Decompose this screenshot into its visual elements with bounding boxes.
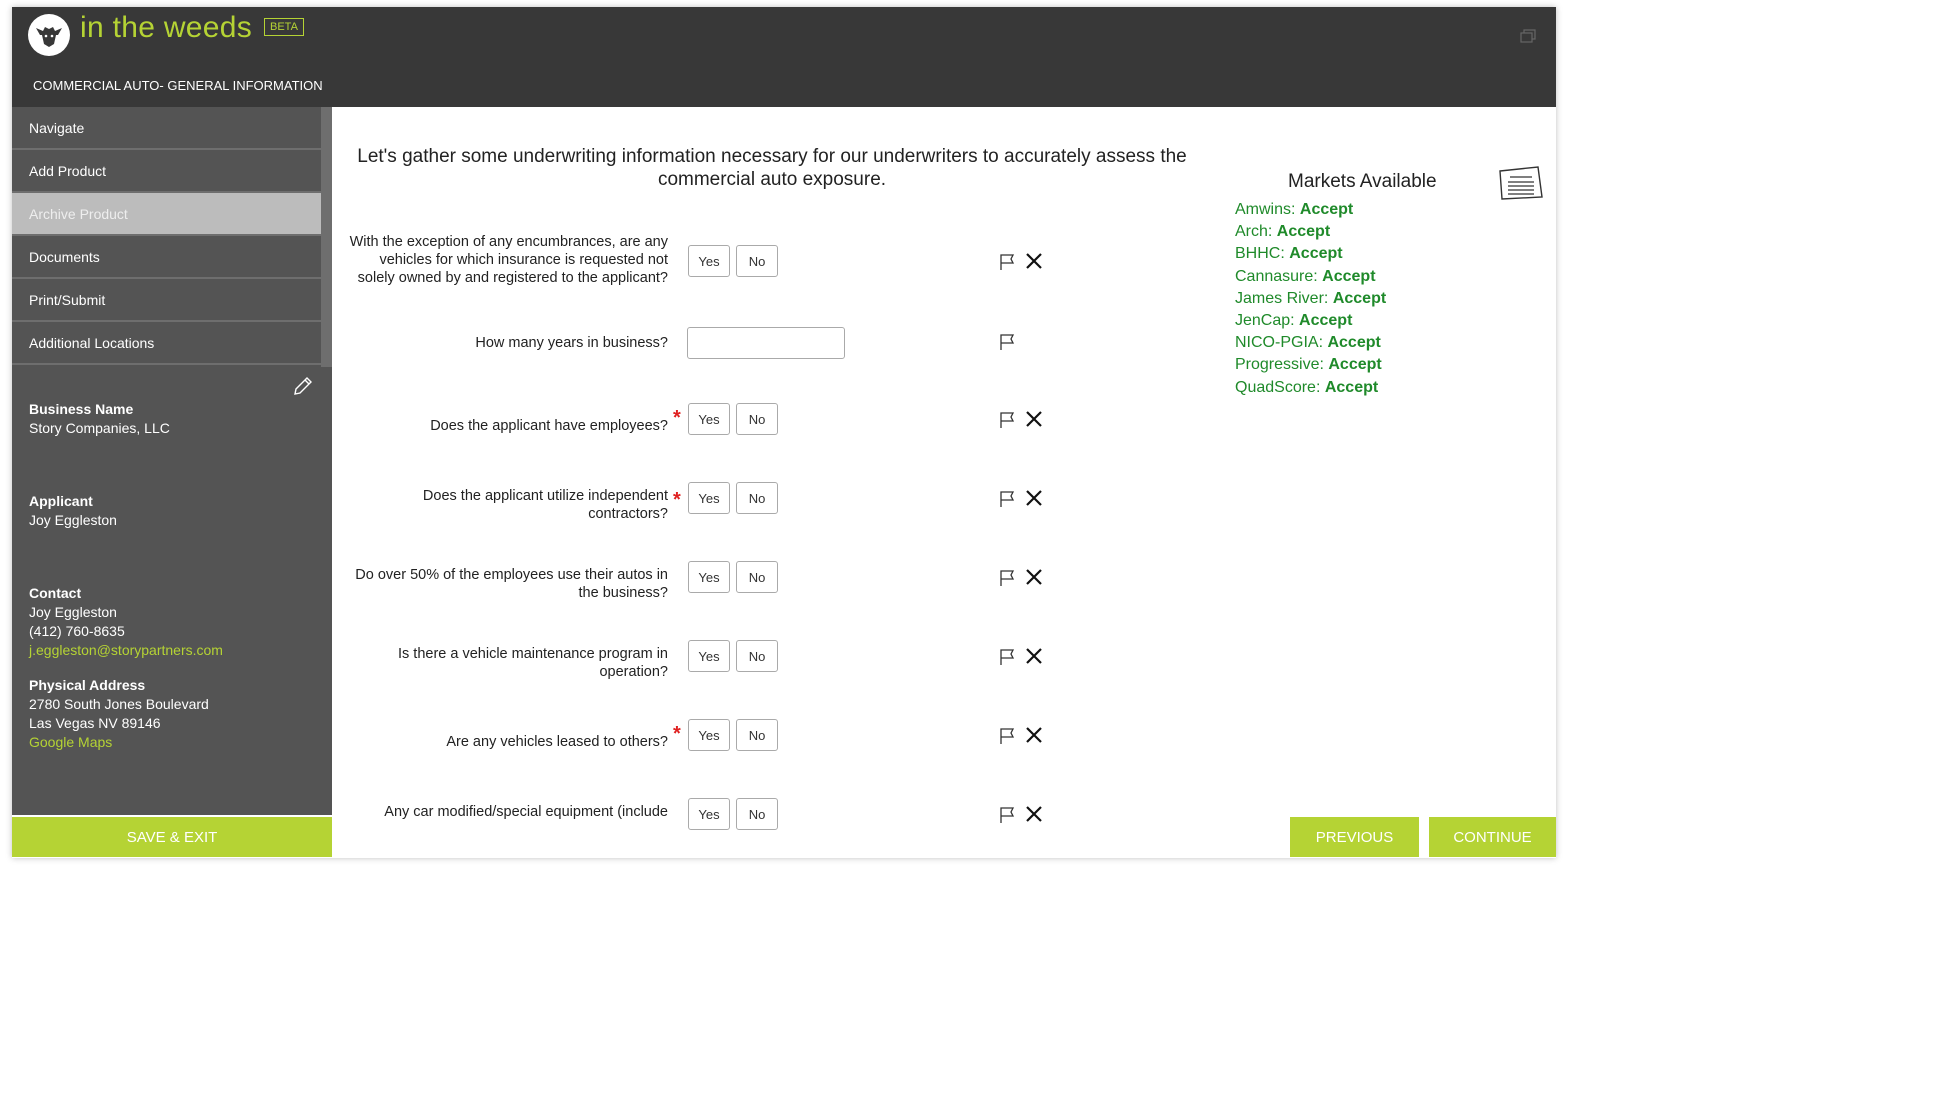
no-button[interactable]: No bbox=[736, 719, 778, 751]
market-item bbox=[1235, 332, 1386, 354]
intro-text: Let's gather some underwriting information necessary for our underwriters to accurately assess the commercial auto exposure. bbox=[357, 146, 1187, 190]
market-status: Accept bbox=[1276, 223, 1331, 241]
nav-item-add-product[interactable]: Add Product bbox=[12, 150, 321, 193]
flag-icon[interactable] bbox=[998, 490, 1016, 508]
contact-name: Joy Eggleston bbox=[29, 604, 117, 620]
sidebar bbox=[12, 107, 332, 815]
market-name: James River: bbox=[1235, 289, 1329, 307]
restore-window-icon[interactable] bbox=[1520, 29, 1536, 43]
yes-button[interactable]: Yes bbox=[688, 798, 730, 830]
flag-icon[interactable] bbox=[998, 253, 1016, 271]
market-status: Accept bbox=[1289, 245, 1343, 263]
flag-icon[interactable] bbox=[998, 333, 1016, 351]
flag-icon[interactable] bbox=[998, 569, 1016, 587]
market-name: BHHC: bbox=[1235, 245, 1285, 263]
market-status: Accept bbox=[1327, 334, 1381, 352]
question-text: Do over 50% of the employees use their autos in the business? bbox=[355, 567, 668, 601]
close-icon[interactable] bbox=[1025, 489, 1043, 507]
contact-label: Contact bbox=[29, 585, 82, 601]
nav-item-navigate[interactable]: Navigate bbox=[12, 107, 321, 150]
market-item bbox=[1235, 310, 1386, 332]
no-button[interactable]: No bbox=[736, 482, 778, 514]
close-icon[interactable] bbox=[1025, 726, 1043, 744]
question-text: Does the applicant have employees? bbox=[430, 418, 668, 434]
question-text: Does the applicant utilize independent contractors? bbox=[422, 488, 668, 522]
market-item bbox=[1235, 354, 1386, 376]
question-text: With the exception of any encumbrances, are any vehicles for which insurance is requested not solely owned by and registered to the applicant? bbox=[349, 234, 668, 286]
question-text: Is there a vehicle maintenance program in operation? bbox=[397, 646, 668, 680]
address-line1: 2780 South Jones Boulevard bbox=[29, 696, 209, 712]
yes-button[interactable]: Yes bbox=[688, 561, 730, 593]
no-button[interactable]: No bbox=[736, 245, 778, 277]
close-icon[interactable] bbox=[1025, 252, 1043, 270]
market-name: NICO-PGIA: bbox=[1235, 334, 1324, 352]
no-button[interactable]: No bbox=[736, 403, 778, 435]
no-button[interactable]: No bbox=[736, 561, 778, 593]
no-button[interactable]: No bbox=[736, 798, 778, 830]
app-window bbox=[12, 7, 1556, 858]
market-name: Amwins: bbox=[1235, 201, 1296, 218]
close-icon[interactable] bbox=[1025, 410, 1043, 428]
market-item bbox=[1235, 243, 1386, 265]
applicant-info bbox=[29, 492, 117, 530]
close-icon[interactable] bbox=[1025, 568, 1043, 586]
markets-title: Markets Available bbox=[1288, 171, 1437, 192]
nav-item-archive-product[interactable]: Archive Product bbox=[12, 193, 321, 236]
years-in-business-input[interactable] bbox=[687, 327, 845, 359]
contact-info bbox=[29, 584, 223, 660]
sidebar-scrollbar[interactable] bbox=[321, 107, 332, 367]
market-name: Arch: bbox=[1235, 223, 1273, 241]
question-text: Any car modified/special equipment (include bbox=[384, 804, 668, 820]
beta-badge: BETA bbox=[264, 18, 304, 36]
market-item bbox=[1235, 266, 1386, 288]
market-item bbox=[1235, 377, 1386, 399]
market-name: Cannasure: bbox=[1235, 267, 1318, 285]
question-text: Are any vehicles leased to others? bbox=[446, 734, 668, 750]
logo-icon[interactable] bbox=[28, 14, 70, 56]
contact-email-link[interactable]: j.eggleston@storypartners.com bbox=[29, 642, 223, 658]
market-item bbox=[1235, 221, 1386, 243]
market-name: JenCap: bbox=[1235, 312, 1295, 330]
yes-button[interactable]: Yes bbox=[688, 482, 730, 514]
flag-icon[interactable] bbox=[998, 648, 1016, 666]
no-button[interactable]: No bbox=[736, 640, 778, 672]
market-name: Progressive: bbox=[1235, 356, 1324, 374]
nav-item-documents[interactable]: Documents bbox=[12, 236, 321, 279]
business-info bbox=[29, 400, 170, 438]
nav-item-additional-locations[interactable]: Additional Locations bbox=[12, 322, 321, 365]
yes-button[interactable]: Yes bbox=[688, 403, 730, 435]
market-item bbox=[1235, 199, 1386, 221]
google-maps-link[interactable]: Google Maps bbox=[29, 734, 113, 750]
main-content bbox=[332, 107, 1556, 822]
address-info bbox=[29, 676, 209, 752]
nav-item-print-submit[interactable]: Print/Submit bbox=[12, 279, 321, 322]
page-title: COMMERCIAL AUTO- GENERAL INFORMATION bbox=[33, 78, 323, 93]
question-text: How many years in business? bbox=[475, 335, 668, 351]
market-status: Accept bbox=[1299, 201, 1354, 218]
close-icon[interactable] bbox=[1025, 805, 1043, 823]
business-name-label: Business Name bbox=[29, 401, 134, 417]
flag-icon[interactable] bbox=[998, 411, 1016, 429]
address-label: Physical Address bbox=[29, 677, 146, 693]
markets-list bbox=[1235, 199, 1386, 399]
required-mark: * bbox=[673, 407, 681, 429]
market-status: Accept bbox=[1332, 289, 1387, 307]
market-status: Accept bbox=[1328, 356, 1382, 374]
yes-button[interactable]: Yes bbox=[688, 640, 730, 672]
close-icon[interactable] bbox=[1025, 647, 1043, 665]
pencil-edit-icon[interactable] bbox=[292, 375, 314, 397]
applicant-value: Joy Eggleston bbox=[29, 512, 117, 528]
previous-button[interactable]: PREVIOUS bbox=[1290, 817, 1419, 857]
brand-name: in the weeds bbox=[80, 11, 253, 44]
address-line2: Las Vegas NV 89146 bbox=[29, 715, 161, 731]
save-exit-button[interactable]: SAVE & EXIT bbox=[12, 817, 332, 857]
market-status: Accept bbox=[1322, 267, 1376, 285]
market-status: Accept bbox=[1299, 312, 1353, 330]
market-item bbox=[1235, 288, 1386, 310]
required-mark: * bbox=[673, 489, 681, 511]
yes-button[interactable]: Yes bbox=[688, 245, 730, 277]
market-name: QuadScore: bbox=[1235, 378, 1321, 396]
continue-button[interactable]: CONTINUE bbox=[1429, 817, 1556, 857]
contact-phone: (412) 760-8635 bbox=[29, 623, 125, 639]
market-status: Accept bbox=[1324, 378, 1379, 396]
required-mark: * bbox=[673, 723, 681, 745]
business-name-value: Story Companies, LLC bbox=[29, 420, 170, 436]
sidebar-nav bbox=[12, 107, 332, 365]
yes-button[interactable]: Yes bbox=[688, 719, 730, 751]
applicant-label: Applicant bbox=[29, 493, 93, 509]
header bbox=[12, 7, 1556, 107]
document-icon[interactable] bbox=[1498, 165, 1544, 201]
flag-icon[interactable] bbox=[998, 727, 1016, 745]
flag-icon[interactable] bbox=[998, 806, 1016, 824]
